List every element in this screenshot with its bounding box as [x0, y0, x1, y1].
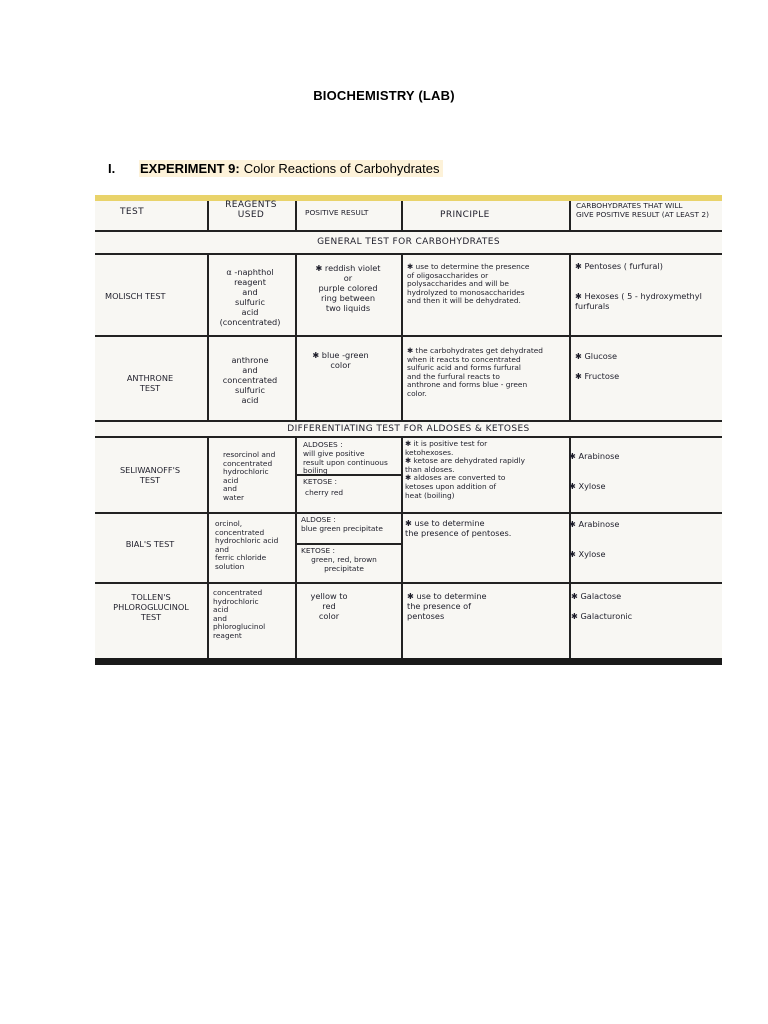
table-rule — [401, 436, 403, 658]
header-principle: PRINCIPLE — [440, 210, 490, 220]
header-carbohydrates: CARBOHYDRATES THAT WILL GIVE POSITIVE RESULT (AT LEAST 2) — [576, 201, 709, 219]
seliwanoff-ketose-label: KETOSE : — [303, 477, 338, 486]
tollens-principle: ✱ use to determine the presence of pentoses — [407, 591, 487, 621]
anthrone-carbohydrates: ✱ Glucose ✱ Fructose — [575, 351, 620, 381]
seliwanoff-carbohydrates: ✱ Arabinose ✱ Xylose — [569, 451, 620, 491]
molisch-carbohydrates: ✱ Pentoses ( furfural) ✱ Hexoses ( 5 - hydroxymethyl furfurals — [575, 261, 702, 311]
photo-bottom-edge — [95, 658, 722, 665]
tollens-carbohydrates: ✱ Galactose ✱ Galacturonic — [571, 591, 633, 621]
molisch-result: ✱ reddish violet or purple colored ring between two liquids — [315, 263, 381, 313]
general-test-heading: GENERAL TEST FOR CARBOHYDRATES — [317, 237, 500, 247]
seliwanoff-principle: ✱ it is positive test for ketohexoses. ✱ ketose are dehydrated rapidly than aldoses. ✱ aldoses are converted to ketoses upon addition of heat (boiling) — [405, 439, 526, 500]
section-highlight — [139, 160, 443, 177]
molisch-principle: ✱ use to determine the presence of oligosaccharides or polysaccharides and will be hydrolyzed to monosaccharides and then it will be dehydrated. — [407, 262, 530, 306]
seliwanoff-reagents: resorcinol and concentrated hydrochloric acid and water — [223, 450, 276, 502]
table-rule — [95, 436, 722, 438]
bial-carbohydrates: ✱ Arabinose ✱ Xylose — [569, 519, 620, 559]
table-rule — [95, 420, 722, 422]
table-rule — [569, 253, 571, 420]
table-rule — [295, 543, 401, 545]
experiment-title: Color Reactions of Carbohydrates — [243, 160, 440, 176]
tollens-test-name: TOLLEN'S PHLOROGLUCINOL TEST — [113, 592, 189, 622]
table-rule — [95, 335, 722, 337]
table-rule — [295, 201, 297, 230]
table-rule — [95, 512, 722, 514]
table-rule — [401, 253, 403, 420]
tollens-result: yellow to red color — [310, 591, 348, 621]
header-reagents: REAGENTS USED — [225, 200, 277, 220]
section-heading — [108, 158, 443, 178]
table-rule — [95, 230, 722, 232]
table-rule — [207, 253, 209, 420]
molisch-reagents: α -naphthol reagent and sulfuric acid (concentrated) — [219, 267, 281, 327]
bial-test-name: BIAL'S TEST — [125, 539, 175, 549]
handwritten-table-photo — [95, 195, 722, 665]
experiment-label: EXPERIMENT 9: — [140, 160, 240, 176]
anthrone-result: ✱ blue -green color — [312, 350, 369, 370]
bial-reagents: orcinol, concentrated hydrochloric acid and ferric chloride solution — [215, 519, 279, 571]
anthrone-reagents: anthrone and concentrated sulfuric acid — [222, 355, 278, 405]
bial-ketose-result: green, red, brown precipitate — [311, 555, 377, 573]
table-rule — [95, 582, 722, 584]
header-positive-result: POSITIVE RESULT — [305, 208, 369, 217]
seliwanoff-aldose-result: will give positive result upon continuous boiling — [303, 449, 388, 476]
table-rule — [295, 253, 297, 420]
header-test: TEST — [120, 207, 144, 217]
tollens-reagents: concentrated hydrochloric acid and phloroglucinol reagent — [213, 588, 266, 640]
molisch-test-name: MOLISCH TEST — [105, 291, 166, 301]
table-rule — [401, 201, 403, 230]
document-title: BIOCHEMISTRY (LAB) — [313, 88, 455, 103]
bial-aldose-label: ALDOSE : — [301, 515, 336, 524]
table-rule — [95, 253, 722, 255]
table-rule — [207, 436, 209, 658]
differentiating-test-heading: DIFFERENTIATING TEST FOR ALDOSES & KETOSES — [287, 424, 530, 434]
bial-aldose-result: blue green precipitate — [301, 524, 383, 533]
bial-principle: ✱ use to determine the presence of pentoses. — [405, 518, 512, 538]
anthrone-principle: ✱ the carbohydrates get dehydrated when it reacts to concentrated sulfuric acid and forms furfural and the furfural reacts to anthrone and forms blue - green color. — [407, 346, 544, 398]
seliwanoff-ketose-result: cherry red — [305, 488, 344, 497]
section-number: I. — [108, 160, 116, 176]
seliwanoff-test-name: SELIWANOFF'S TEST — [119, 465, 181, 485]
table-rule — [569, 201, 571, 230]
table-rule — [295, 436, 297, 658]
anthrone-test-name: ANTHRONE TEST — [126, 373, 174, 393]
seliwanoff-aldose-label: ALDOSES : — [303, 440, 343, 449]
table-rule — [207, 201, 209, 230]
bial-ketose-label: KETOSE : — [301, 546, 336, 555]
